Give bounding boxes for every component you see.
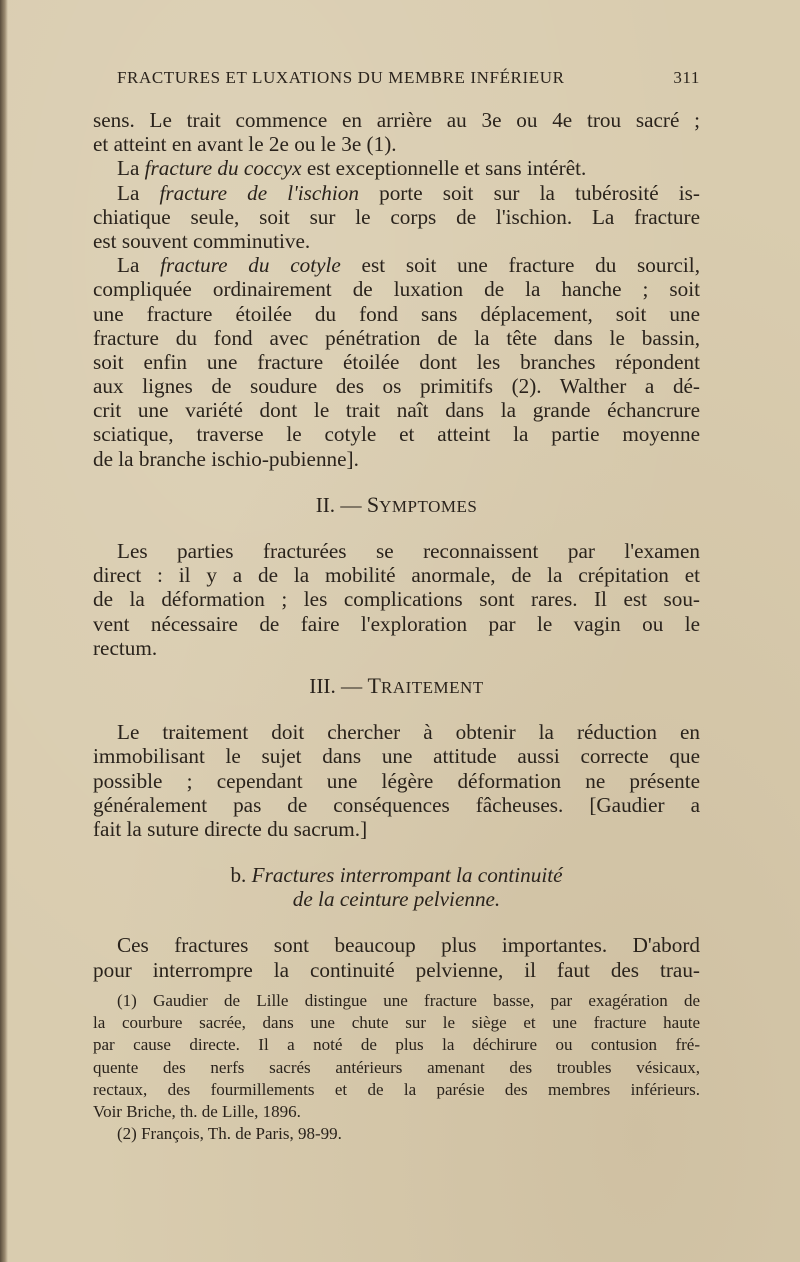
footnotes (93, 990, 700, 1145)
book-page (93, 0, 700, 1262)
text-line: une fracture étoilée du fond sans déplacement, soit une (93, 301, 700, 326)
subsection-heading-b-line2 (93, 887, 700, 911)
text-line: fracture du fond avec pénétration de la tête dans le bassin, (93, 325, 700, 350)
subsection-label: b. (230, 863, 252, 888)
text-line: de la déformation ; les complications sont rares. Il est sou- (93, 587, 700, 612)
footnote-1-line: rectaux, des fourmillements et de la parésie des membres inférieurs. (93, 1079, 700, 1099)
text-span: La (117, 253, 161, 278)
term-fracture-cotyle: fracture du cotyle (160, 253, 341, 278)
paragraph-coccyx (93, 156, 700, 180)
section-heading-traitement (93, 674, 700, 698)
section-initial: S (366, 491, 380, 517)
footnote-1-line: la courbure sacrée, dans une chute sur le siège et une fracture haute (93, 1013, 700, 1033)
running-head (93, 68, 700, 92)
text-line: compliquée ordinairement de luxation de la hanche ; soit (93, 277, 700, 302)
subsection-heading-b (93, 863, 700, 887)
section-title-rest: RAITEMENT (380, 677, 484, 697)
text-line: immobilisant le sujet dans une attitude aussi correcte que (93, 744, 700, 769)
page-number: 311 (673, 68, 700, 87)
text-line: fait la suture directe du sacrum.] (93, 816, 368, 841)
subsection-title-line1: Fractures interrompant la continuité (251, 863, 563, 888)
section-initial: T (367, 672, 381, 698)
text-line: chiatique seule, soit sur le corps de l'ischion. La fracture (93, 204, 700, 229)
text-span: est exceptionnelle et sans intérêt. (301, 156, 587, 181)
text-line: de la branche ischio-pubienne]. (93, 446, 359, 471)
section-numeral: III. — (309, 673, 368, 698)
text-line: crit une variété dont le trait naît dans la grande échancrure (93, 398, 700, 423)
paragraph-cotyle (93, 253, 700, 277)
footnote-1-line: Voir Briche, th. de Lille, 1896. (93, 1101, 301, 1121)
section-title-rest: YMPTOMES (379, 496, 478, 516)
footnote-1-line: (1) Gaudier de Lille distingue une fracture basse, par exagération de (117, 991, 700, 1010)
subsection-title-line2: de la ceinture pelvienne. (292, 887, 501, 912)
text-line: possible ; cependant une légère déformation ne présente (93, 768, 700, 793)
section-numeral: II. — (315, 492, 367, 517)
text-line: est souvent comminutive. (93, 228, 311, 253)
text-line: Les parties fracturées se reconnaissent par l'examen (117, 539, 700, 563)
footnote-1-line: par cause directe. Il a noté de plus la déchirure ou contusion fré- (93, 1035, 700, 1055)
footnote-2: (2) François, Th. de Paris, 98-99. (117, 1124, 342, 1144)
paragraph-ischion (93, 181, 700, 205)
term-fracture-coccyx: fracture du coccyx (144, 156, 302, 181)
term-fracture-ischion: fracture de l'ischion (159, 180, 359, 205)
text-line: et atteint en avant le 2e ou le 3e (1). (93, 132, 397, 157)
text-line: Ces fractures sont beaucoup plus importantes. D'abord (117, 933, 700, 958)
section-heading-symptomes (93, 493, 700, 517)
text-line: Le traitement doit chercher à obtenir la réduction en (117, 720, 700, 745)
text-line: pour interrompre la continuité pelvienne, il faut des trau- (93, 957, 700, 982)
text-span: est soit une fracture du sourcil, (340, 253, 700, 278)
text-line: direct : il y a de la mobilité anormale, de la crépitation et (93, 563, 700, 588)
footnote-1-line: quente des nerfs sacrés antérieurs amenant des troubles vésicaux, (93, 1057, 700, 1077)
text-line: généralement pas de conséquences fâcheuses. [Gaudier a (93, 792, 700, 817)
text-span: La (117, 156, 145, 181)
body-text (93, 108, 700, 982)
binding-edge (0, 0, 8, 1262)
running-title: FRACTURES ET LUXATIONS DU MEMBRE INFÉRIEUR (117, 68, 565, 87)
text-line: vent nécessaire de faire l'exploration par le vagin ou le (93, 611, 700, 636)
text-line: aux lignes de soudure des os primitifs (2). Walther a dé- (93, 374, 700, 399)
text-span: porte soit sur la tubérosité is- (358, 180, 700, 205)
text-line: sens. Le trait commence en arrière au 3e ou 4e trou sacré ; (93, 108, 700, 132)
text-line: soit enfin une fracture étoilée dont les branches répondent (93, 349, 700, 374)
text-line: sciatique, traverse le cotyle et atteint la partie moyenne (93, 422, 700, 447)
text-line: rectum. (93, 635, 158, 660)
text-span: La (117, 180, 160, 205)
